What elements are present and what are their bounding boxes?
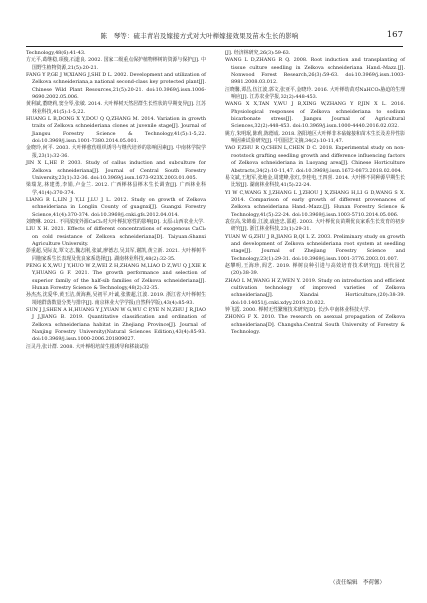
reference-entry: 梁瑞龙,林建勇,李娟,卢金兰. 2012. 广西榉林县榉木生长调查[J]. 广西林业科学,41(4):370-374. [26, 182, 206, 196]
reference-entry: 刘晓琳. 2021. 不同浓度外源CaCl₂对大叶榉抗寒性的影响[D]. 太原:山西农业大学. [26, 218, 205, 225]
reference-entry: LIANG R L,LIN J Y,LI J,LU J L. 2012. Study on growth of Zelkova schneideriana in Longlin County of guagnxi[J]. Guangxi Forestry Science,41(4):370-374. doi:10.3969/j.cnki.gfs.2012.04.014. [26, 196, 206, 218]
reference-entry: ZHONG F X. 2010. The research on asexual propagation of Zelkova schneideriana[D]. Changsha:Central South University of Forestry & Technology. [225, 314, 405, 336]
references-left-column [26, 50, 206, 351]
header-rule [26, 46, 403, 47]
reference-entry: SUN J J,SHEN A H,HUANG Y J,YUAN W G,WU C P,YE N N,ZHU J R,JIAO J J,JIANG B. 2019. Quantitative classification and ordination of Zelkova schneideriana habitat in Zhejiang Province[J]. Journal of Nanjing Forestry University(Natural Sciences Edition),43(4):85-93. doi:10.3969/j.issn.1000-2006.201809027. [26, 307, 206, 343]
reference-entry: YUAN W G,ZHU J R,JIANG B,QI L Z. 2003. Preliminary study on growth and development of Zelkova schneideriana root system at seedling stage[J]. Journal of Zhejiang Forestry Science and Technology,23(1):29-31. doi:10.3969/j.issn.1001-3776.2003.01.007. [225, 233, 405, 262]
page-number: 167 [386, 30, 403, 40]
running-header [26, 30, 403, 44]
responsible-editor: （责任编辑 李荷馨） [330, 580, 386, 586]
reference-entry: HUANG L B,DONG X Y,DOU Q Q,ZHANG M. 2014. Variation in growth traits of Zelkova schneideriana clones at juvenile stage[J]. Journal of Jiangsu Forestry Science & Technology,41(5):1-5,22. doi:10.3969/j.issn.1001-7380.2014.05.001. [26, 116, 206, 145]
reference-entry: 方元平,葛继稳,项俊,石道良. 2002. 国家二级重点保护植物榉树的资源与保护[J]. 中国野生植物资源,21(5):20-21. [26, 57, 206, 71]
reference-entry: 易文斌,王旭军,张地金,周建峰,张红,李桂电,王四喜. 2014. 大叶榉不同种源早期生长比较[J]. 湖南林业科技,41(5):22-24. [225, 174, 405, 189]
reference-entry: 汪灵丹,张计群. 2008. 大叶榉组培苗生根诱导和移栽试验 [26, 343, 149, 350]
reference-entry: JIN X L,HE P. 2003. Study of callus induction and subculture for Zelkova schneideriana[J]. Journal of Central South Forestry University,23(1):32-36. doi:10.3969/j.issn.1673-923X.2003.01.005. [26, 160, 206, 181]
reference-entry: 赵攀明,王海珍,阎艺. 2019. 榉树良种引进与高效培育技术研究[J]. 现代园艺(20):38-39. [225, 262, 405, 277]
reference-entry: YI W C,WANG X J,ZHANG L J,ZHOU J X,ZHANG H,LI G D,WANG S X. 2014. Comparison of early growth of different provenances of Zelkova schneideriana Hand.-Mazz.[J]. Hunan Forestry Science & Technology,41(5):22-24. doi:10.3969/j.issn.1003-5710.2014.05.006. [225, 189, 405, 218]
reference-entry: 金晓玲,何平. 2003. 大叶榉愈伤组织诱导与继代培养的影响因素[J]. 中南林学院学报,23(1):32-36. [26, 145, 206, 159]
reference-entry: 姚方,朱明珉,陈莉,陈德成. 2018. 洛阳地区大叶榉非本砧嫁接和苗木生长及差异性影响因素试验研究[J]. 中国园艺文摘,34(2):10-11,47. [225, 130, 405, 145]
references-right-column [225, 50, 405, 336]
reference-entry: PENG K X,WU J Y,HUO W Z,WEI Z H,ZHANG M,LIAO D Z,WU Q J,XIE K Y,HUANG G F. 2021. The growth performance and selection of superior family of the half-sib families of Zelkova schneideriana[J]. Hunan Forestry Science & Technology,48(2):32-35. [26, 262, 206, 291]
reference-entry: WANG X X,TAN Y,WU J B,XING W,ZHANG Y P,JIN X L. 2016. Physiological responses of Zelkova schneideriana to sodium bicarbonate stress[J]. Jiangsu Journal of Agricultural Sciences,32(2):448-453. doi:10.3969/j.issn.1000-4440.2016.02.032. [225, 101, 405, 130]
reference-entry: LIU X H. 2021. Effects of different concentrations of exogenous CaCl₂ on cold resistance of Zelkova schneideriana[D]. Taiyuan:Shanxi Agriculture University. [26, 226, 206, 247]
reference-entry: WANG L D,ZHANG R Q. 2008. Root induction and transplanting of tissue culture seedling in Zelkova schneideriana Hand.-Mazz.[J]. Nonwood Forest Research,26(3):59-63. doi:10.3969/j.issn.1003-8981.2008.03.012. [225, 57, 405, 86]
reference-entry: 袁位高,朱锦茹,江波,戚连忠,邵彪. 2003. 大叶榉优良苗期优良家系生长发育的初步研究[J]. 浙江林业科技,23(1):29-31. [225, 218, 405, 233]
reference-entry: 黄利斌,董晓莉,窦全琴,张敏. 2014. 大叶榉树天然居群生长性状的早期变异[J]. 江苏林业科技,41(5):1-5,22. [26, 101, 206, 115]
reference-entry: 汪晓馨,谭昌,伍江波,郭文,张亚平,金晓玲. 2016. 大叶榉幼苗对NaHCO₃胁迫的生理响应[J]. 江苏农业学报,32(2):448-453. [225, 86, 405, 101]
reference-entry: FANG Y P,GE J W,XIANG J,SHI D L. 2002. Development and utilization of Zelkova schneideriana,a national second-class key protected plant[J]. Chinese Wild Plant Resources,21(5):20-21. doi:10.3969/j.issn.1006-9690.2002.05.006. [26, 72, 206, 101]
running-title: 陈 琴等：硫丰青岩及嫁接方式对大叶榉嫁接效果及苗木生长的影响 [100, 32, 299, 40]
reference-entry: [J]. 经济林研究,26(3):59-63. [225, 50, 291, 56]
reference-entry: 孙杰杰,沈爱华,黄玉洁,黄海燕,吴初平,叶诚,张骏超,江波. 2019. 浙江省大叶榉树生境地群落数量分类与排序[J]. 南京林业大学学报(自然科学版),43(4):85-93. [26, 292, 206, 306]
reference-entry: 彭重超,吴际友,覃文志,魏志刚,张斌,廖德志,吴其军,谢凯,黄立新. 2021. 大叶榉树半同胞家系生长表现及优良家系选择[J]. 湖南林业科技,48(2):32-35. [26, 248, 206, 262]
reference-entry: Technology,48(6):41-43. [26, 50, 86, 56]
reference-entry: YAO F,ZHU R Q,CHEN L,CHEN D C. 2018. Experimental study on non-rootstock grafting seedling growth and difference influencing factors of Zelkova schneideriana in Luoyang area[J]. Chinese Horticulture Abstracts,34(2):10-11,47. doi:10.3969/j.issn.1672-0873.2018.02.004. [225, 145, 405, 174]
reference-entry: 钟飞霞. 2000. 榉树无性繁殖技术研究[D]. 长沙:中南林业科技大学. [225, 307, 371, 314]
reference-entry: ZHAO L M,WANG H Z,WEN Y. 2019. Study on introduction and efficient cultivation technology of improved varieties of Zelkova schneideriana[J]. Xiandai Horticulture,(20):38-39. doi:10.14051/j.cnki.xdyy.2019.20.022. [225, 277, 405, 306]
